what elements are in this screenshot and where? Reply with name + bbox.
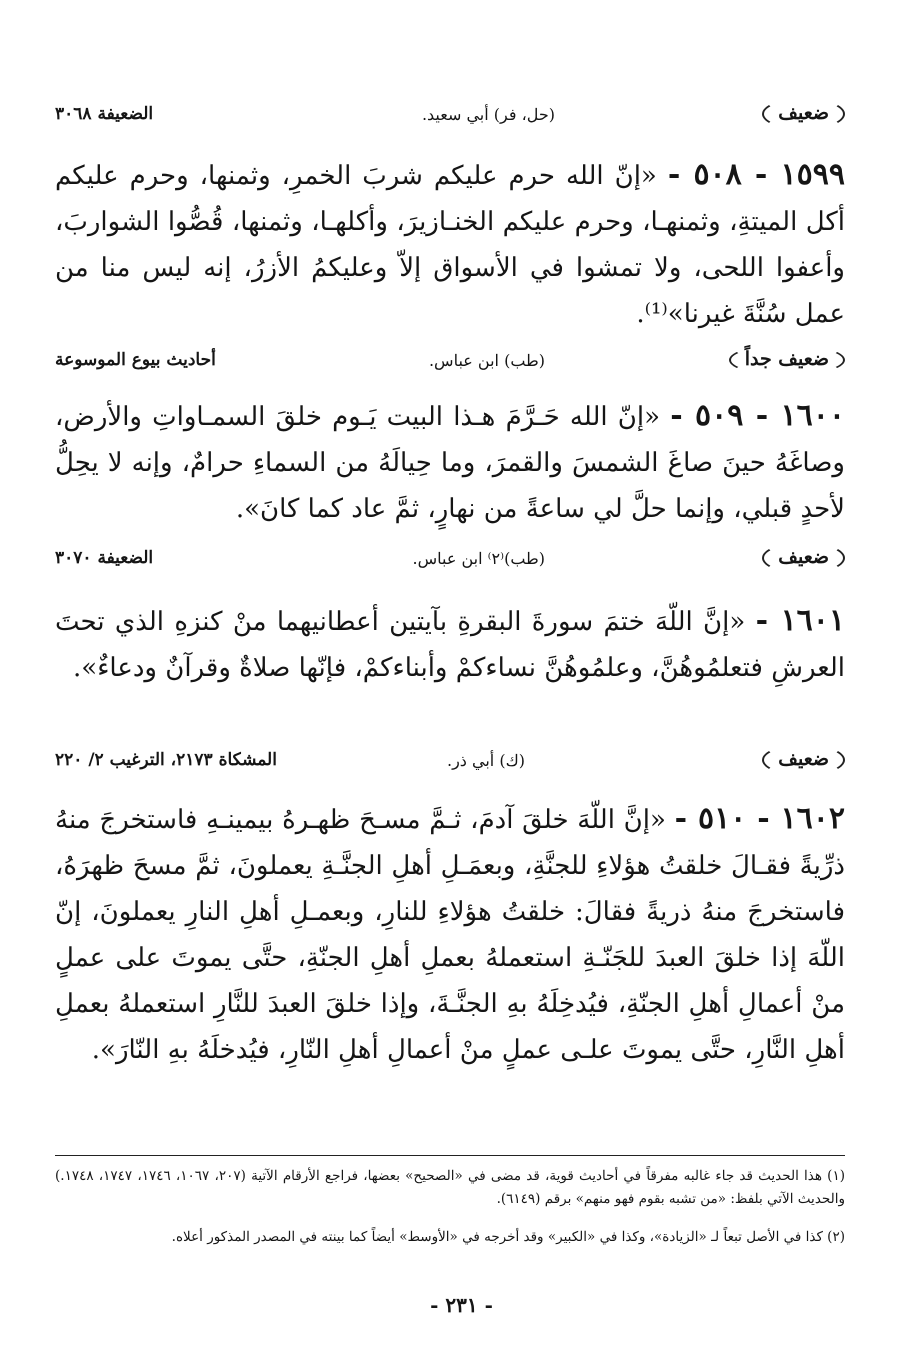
hadith-entry	[55, 393, 845, 532]
footnote: (١) هذا الحديث قد جاء غالبه مفرقاً في أحاديث قوية، قد مضى في «الصحيح» بعضها، فراجع الأرقام الآتية (٢٠٧، ١٠٦٧، ١٧٤٦، ١٧٤٧، ١٧٤٨.) والحديث الآتي بلفظ: «من تشبه بقوم فهو منهم» برقم (٦١٤٩).	[55, 1168, 845, 1207]
hadith-reference-line	[55, 538, 845, 578]
hadith-text: «إنّ الله حَـرَّمَ هـذا البيت يَـوم خلقَ السمـاواتِ والأرض، وصاغَهُ حينَ صاغَ الشمسَ والقمرَ، وما حِيالَهُ من السماءِ حرامٌ، وإنه لا يحِلُّ لأحدٍ قبلي، وإنما حلَّ لي ساعةً من نهارٍ، ثمَّ عاد كما كانَ».	[55, 402, 845, 524]
location-reference: المشكاة ٢١٧٣، الترغيب ٢/ ٢٢٠	[55, 750, 277, 770]
hadith-number: ١٥٩٩ - ٥٠٨ -	[667, 157, 845, 192]
source-text: (طب)⁽٢⁾ ابن عباس.	[412, 548, 545, 568]
grade-badge: ضعيف	[762, 744, 845, 776]
grade-badge: ضعيف	[762, 542, 845, 574]
grade-badge: ضعيف جداً	[729, 344, 845, 376]
hadith-reference-line	[55, 340, 845, 380]
hadith-entry	[55, 796, 845, 1073]
page-number: - ٢٣١ -	[430, 1293, 493, 1317]
location-reference: أحاديث بيوع الموسوعة	[55, 350, 216, 370]
hadith-text: «إنّ الله حرم عليكم شربَ الخمرِ، وثمنها، وحرم عليكم أكل الميتةِ، وثمنهـا، وحرم عليكم الخنـازيرَ، وأكلهـا، وثمنها، قُصُّوا الشواربَ، وأعفوا اللحى، ولا تمشوا في الأسواق إلاّ وعليكمُ الأزرُ، إنه ليس منا من عمل سُنَّةَ غيرنا»⁽¹⁾.	[55, 161, 845, 329]
hadith-reference-line	[55, 740, 845, 780]
hadith-text: «إنَّ اللّهَ ختمَ سورةَ البقرةِ بآيتين أعطانيهما منْ كنزهِ الذي تحتَ العرشِ فتعلمُوهُنَّ، وعلمُوهُنَّ نساءكمْ وأبناءكمْ، فإنّها صلاةٌ وقرآنٌ ودعاءٌ».	[55, 607, 845, 683]
hadith-entry	[55, 598, 845, 691]
hadith-entry	[55, 152, 845, 337]
hadith-number: ١٦٠١ -	[755, 603, 846, 638]
source-text: (طب) ابن عباس.	[428, 350, 545, 370]
location-reference: الضعيفة ٣٠٧٠	[55, 548, 154, 568]
hadith-number: ١٦٠٠ - ٥٠٩ -	[670, 398, 845, 433]
hadith-text: «إنَّ اللّهَ خلقَ آدمَ، ثـمَّ مسـحَ ظهـرهُ بيمينـهِ فاستخرجَ منهُ ذرِّيةً فقـالَ خلقتُ هؤلاءِ للجنَّةِ، وبعمَـلِ أهلِ الجنَّـةِ يعملونَ، ثمَّ مسحَ ظهرَهُ، فاستخرجَ منهُ ذريةً فقالَ: خلقتُ هؤلاءِ للنارِ، وبعمـلِ أهلِ النارِ يعملونَ، إنّ اللّهَ إذا خلقَ العبدَ للجَنّـةِ استعملهُ بعملِ أهلِ الجنّةِ، حتَّى يموتَ على عملٍ منْ أعمالِ أهلِ الجنّةِ، فيُدخِلَهُ بهِ الجنَّـةَ، وإذا خلقَ العبدَ للنَّارِ استعملهُ بعملِ أهلِ النَّارِ، حتَّى يموتَ علـى عملٍ منْ أعمالِ أهلِ النّارِ، فيُدخلَهُ بهِ النّارَ».	[55, 805, 845, 1065]
top-reference-line	[55, 94, 845, 134]
footnote-separator	[55, 1155, 845, 1156]
source-text: (حل، فر) أبي سعيد.	[421, 104, 555, 124]
hadith-number: ١٦٠٢ - ٥١٠ -	[674, 801, 845, 836]
location-reference: الضعيفة ٣٠٦٨	[55, 104, 154, 124]
source-text: (ك) أبي ذر.	[446, 750, 525, 770]
footnote: (٢) كذا في الأصل تبعاً لـ «الزيادة»، وكذا في «الكبير» وقد أخرجه في «الأوسط» أيضاً كما بينته في المصدر المذكور أعلاه.	[171, 1229, 845, 1245]
grade-badge: ضعيف	[762, 98, 845, 130]
